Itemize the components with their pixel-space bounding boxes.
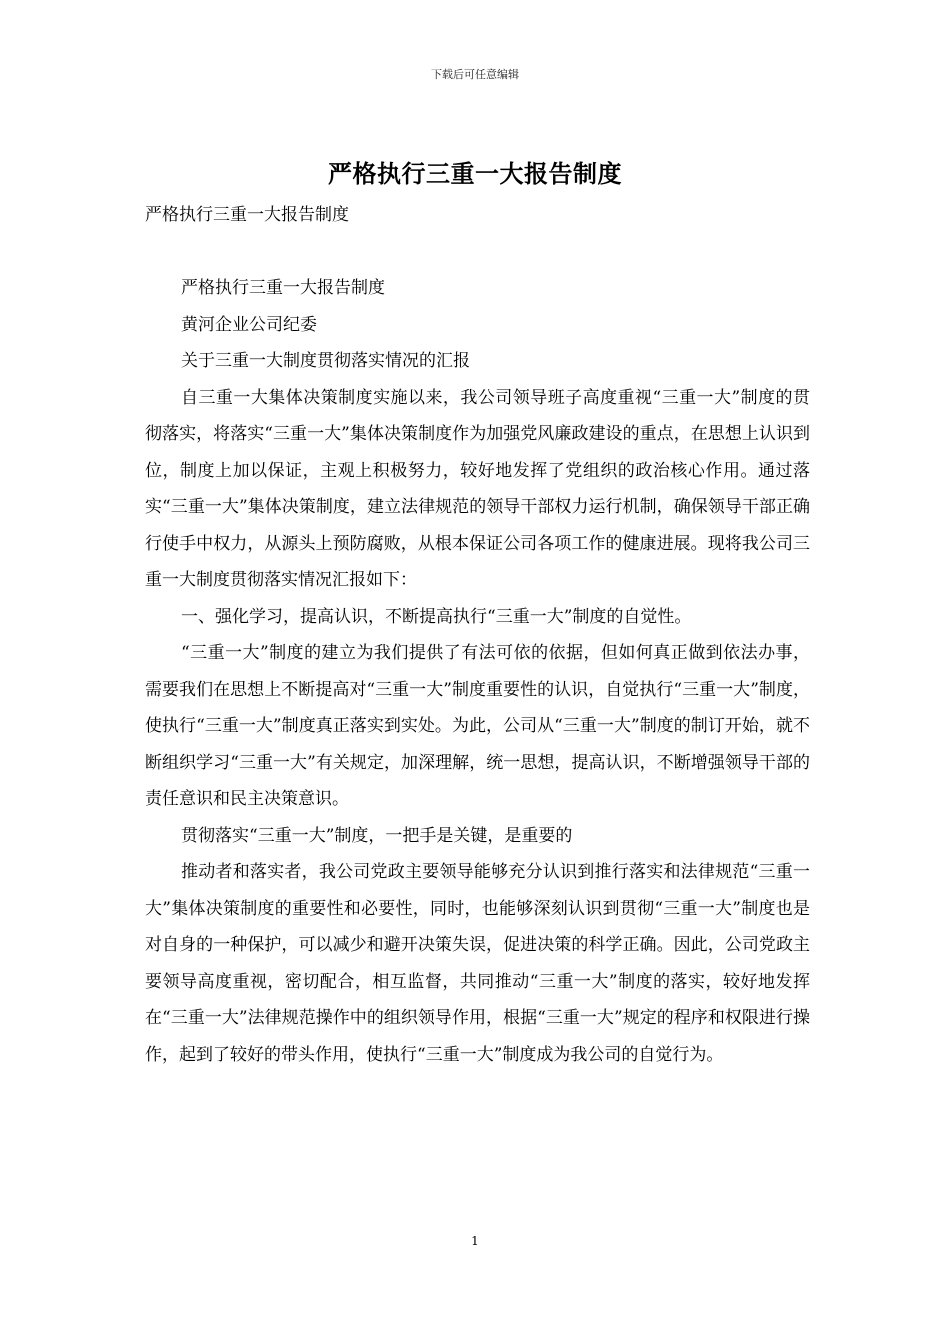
document-title: 严格执行三重一大报告制度 bbox=[328, 159, 622, 188]
body-paragraph: 一、强化学习，提高认识，不断提高执行“三重一大”制度的自觉性。 bbox=[181, 606, 692, 627]
body-paragraph: 严格执行三重一大报告制度 bbox=[181, 278, 385, 298]
body-paragraph: 自三重一大集体决策制度实施以来，我公司领导班子高度重视“三重一大”制度的贯彻落实，将落实“三重一大”集体决策制度作为加强党风廉政建设的重点，在思想上认识到位，制度上加以保证，主观上积极努力，较好地发挥了党组织的政治核心作用。通过落实“三重一大”集体决策制度，建立法律规范的领导干部权力运行机制，确保领导干部正确行使手中权力，从源头上预防腐败，从根本保证公司各项工作的健康进展。现将我公司三重一大制度贯彻落实情况汇报如下： bbox=[145, 387, 810, 590]
body-paragraph: 黄河企业公司纪委 bbox=[181, 314, 317, 335]
body-paragraph: “三重一大”制度的建立为我们提供了有法可依的依据，但如何真正做到依法办事，需要我们在思想上不断提高对“三重一大”制度重要性的认识，自觉执行“三重一大”制度，使执行“三重一大”制度真正落实到实处。为此，公司从“三重一大”制度的制订开始，就不断组织学习“三重一大”有关规定，加深理解，统一思想，提高认识，不断增强领导干部的责任意识和民主决策意识。 bbox=[145, 643, 810, 809]
document-body bbox=[145, 270, 810, 1073]
body-paragraph: 推动者和落实者，我公司党政主要领导能够充分认识到推行落实和法律规范“三重一大”集体决策制度的重要性和必要性，同时，也能够深刻认识到贯彻“三重一大”制度也是对自身的一种保护，可以减少和避开决策失误，促进决策的科学正确。因此，公司党政主要领导高度重视，密切配合，相互监督，共同推动“三重一大”制度的落实，较好地发挥在“三重一大”法律规范操作中的组织领导作用，根据“三重一大”规定的程序和权限进行操作，起到了较好的带头作用，使执行“三重一大”制度成为我公司的自觉行为。 bbox=[145, 862, 810, 1065]
document-subtitle: 严格执行三重一大报告制度 bbox=[145, 205, 349, 225]
page-number: 1 bbox=[471, 1234, 479, 1248]
body-paragraph: 关于三重一大制度贯彻落实情况的汇报 bbox=[181, 351, 470, 371]
page-header-note: 下载后可任意编辑 bbox=[431, 68, 519, 81]
body-paragraph: 贯彻落实“三重一大”制度，一把手是关键，是重要的 bbox=[181, 825, 573, 846]
